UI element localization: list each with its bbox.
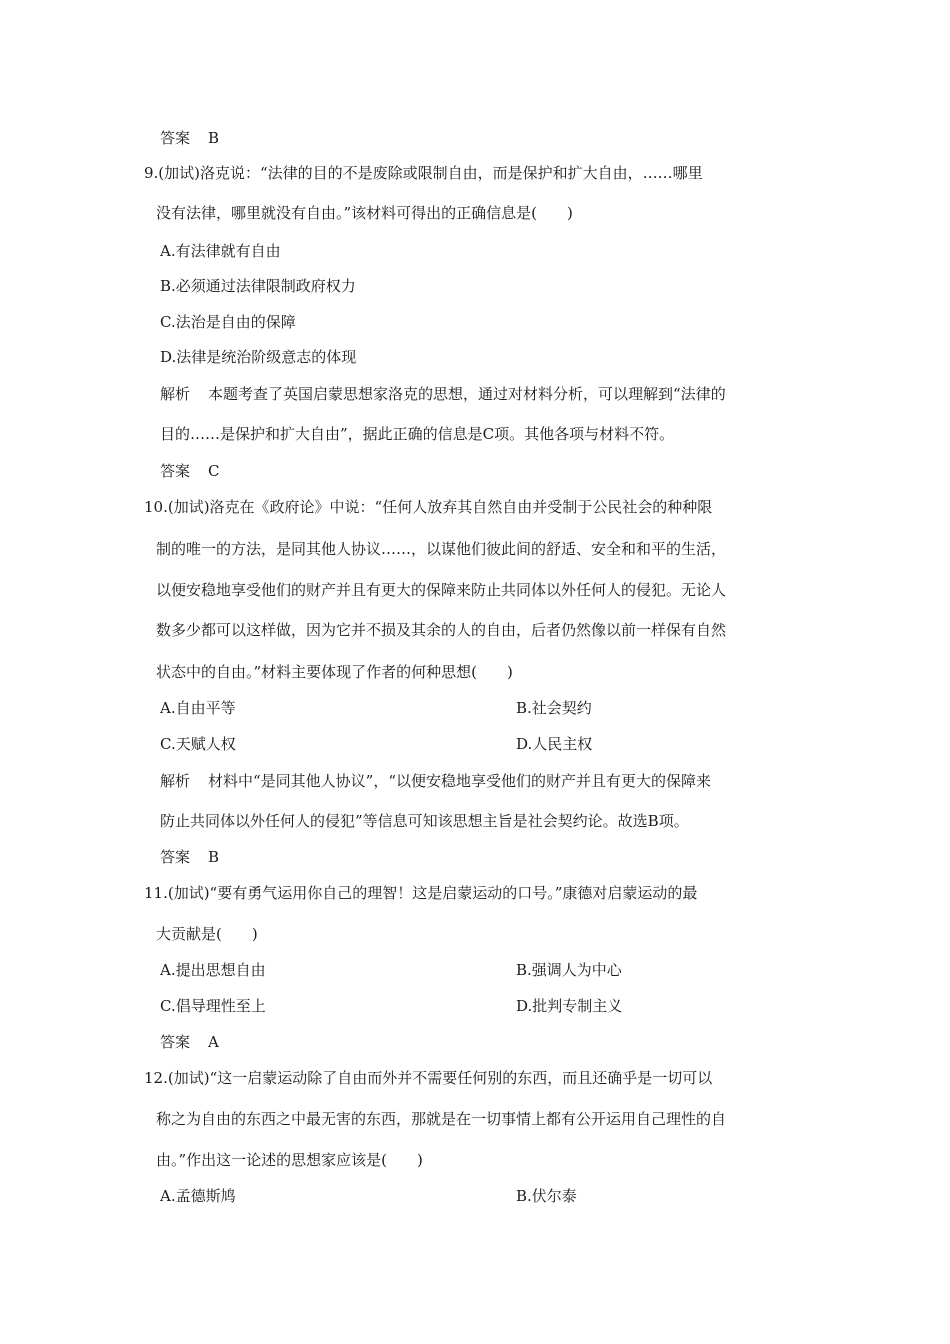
option-d: D.法律是统治阶级意志的体现: [160, 348, 357, 366]
option-b: B.伏尔泰: [516, 1187, 577, 1205]
question-stem-line: 制的唯一的方法，是同其他人协议……，以谋他们彼此间的舒适、安全和和平的生活，: [156, 540, 727, 558]
question-stem-line: 11.(加试)“要有勇气运用你自己的理智！这是启蒙运动的口号。”康德对启蒙运动的最: [144, 884, 698, 902]
answer-value: B: [208, 129, 220, 147]
option-b: B.社会契约: [516, 699, 592, 717]
question-stem-line: 9.(加试)洛克说：“法律的目的不是废除或限制自由，而是保护和扩大自由，……哪里: [144, 164, 703, 182]
option-a: A.提出思想自由: [160, 961, 266, 979]
analysis-text: 材料中“是同其他人协议”，“以便安稳地享受他们的财产并且有更大的保障来: [208, 772, 712, 790]
option-b: B.必须通过法律限制政府权力: [160, 277, 356, 295]
analysis-text: 本题考查了英国启蒙思想家洛克的思想，通过对材料分析，可以理解到“法律的: [208, 385, 726, 403]
analysis-label: 解析: [160, 772, 191, 790]
analysis-line: 防止共同体以外任何人的侵犯”等信息可知该思想主旨是社会契约论。故选B项。: [160, 812, 689, 830]
question-stem-line: 大贡献是( ): [156, 925, 258, 943]
option-c: C.天赋人权: [160, 735, 236, 753]
answer-line: [160, 128, 219, 148]
answer-line: [160, 461, 220, 481]
question-stem-line: 10.(加试)洛克在《政府论》中说：“任何人放弃其自然自由并受制于公民社会的种种限: [144, 498, 713, 516]
analysis-label: 解析: [160, 385, 191, 403]
option-d: D.批判专制主义: [516, 997, 623, 1015]
analysis-line: 目的……是保护和扩大自由”，据此正确的信息是C项。其他各项与材料不符。: [160, 425, 675, 443]
answer-value: A: [208, 1033, 219, 1051]
analysis-line: [160, 384, 726, 404]
option-a: A.自由平等: [160, 699, 236, 717]
answer-line: [160, 1032, 219, 1052]
question-stem-line: 以便安稳地享受他们的财产并且有更大的保障来防止共同体以外任何人的侵犯。无论人: [156, 581, 727, 599]
question-stem-line: 数多少都可以这样做，因为它并不损及其余的人的自由，后者仍然像以前一样保有自然: [156, 621, 727, 639]
question-stem-line: 状态中的自由。”材料主要体现了作者的何种思想( ): [156, 663, 513, 681]
analysis-line: [160, 771, 711, 791]
answer-label: 答案: [160, 848, 191, 866]
answer-label: 答案: [160, 129, 191, 147]
answer-value: C: [208, 462, 220, 480]
option-c: C.法治是自由的保障: [160, 313, 296, 331]
option-a: A.孟德斯鸠: [160, 1187, 236, 1205]
answer-line: [160, 847, 219, 867]
answer-label: 答案: [160, 1033, 191, 1051]
question-stem-line: 由。”作出这一论述的思想家应该是( ): [156, 1151, 423, 1169]
question-stem-line: 没有法律，哪里就没有自由。”该材料可得出的正确信息是( ): [156, 204, 573, 222]
option-d: D.人民主权: [516, 735, 593, 753]
option-c: C.倡导理性至上: [160, 997, 266, 1015]
question-stem-line: 称之为自由的东西之中最无害的东西，那就是在一切事情上都有公开运用自己理性的自: [156, 1110, 727, 1128]
question-stem-line: 12.(加试)“这一启蒙运动除了自由而外并不需要任何别的东西，而且还确乎是一切可以: [144, 1069, 713, 1087]
answer-label: 答案: [160, 462, 191, 480]
answer-value: B: [208, 848, 220, 866]
option-b: B.强调人为中心: [516, 961, 622, 979]
option-a: A.有法律就有自由: [160, 242, 281, 260]
